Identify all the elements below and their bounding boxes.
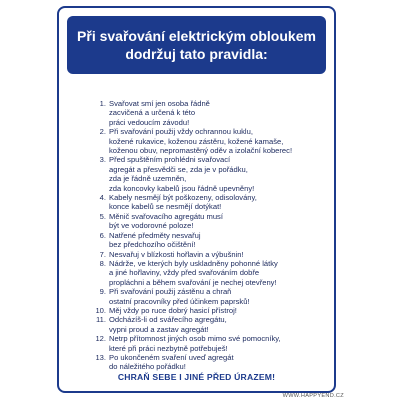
rule-number: 8. [99, 258, 106, 268]
rule-text [109, 99, 327, 127]
rule-number: 3. [99, 155, 106, 165]
rule-text-line: bez předchozího očištění! [109, 240, 196, 250]
rule-number: 10. [95, 305, 106, 315]
rule-text-line: kožené rukavice, koženou zástěru, kožené kamaše, [109, 136, 284, 146]
rule-text-line: které při práci nezbytně potřebuješ! [109, 343, 228, 353]
sign-title-line-1: Při svařování elektrickým obloukem [77, 28, 316, 44]
rule-item [95, 193, 327, 212]
rule-text-line: Měj vždy po ruce dobrý hasicí přístroj! [109, 305, 237, 315]
rule-text-line: Nádrže, ve kterých byly uskladněny pohonné látky [109, 258, 278, 268]
safety-sign [57, 6, 336, 393]
rule-text-line: Netrp přítomnost jiných osob mimo své pomocníky, [109, 334, 281, 344]
rule-number: 1. [99, 99, 106, 108]
rule-number: 2. [99, 127, 106, 137]
rule-text [109, 127, 327, 155]
rules-list [95, 99, 327, 372]
rule-text-line: Svařovat smí jen osoba řádně [109, 99, 210, 108]
rule-text [109, 334, 327, 353]
rule-item [95, 287, 327, 306]
rule-number: 11. [96, 315, 106, 325]
rule-number: 13. [95, 352, 106, 362]
rule-item [95, 306, 327, 315]
rule-text-line: zda koncovky kabelů jsou řádně upevněny! [109, 183, 255, 193]
rule-text-line: agregát a přesvědči se, zda je v pořádku, [109, 164, 248, 174]
rule-text [109, 287, 327, 306]
sign-header [67, 16, 326, 74]
rule-text [109, 193, 327, 212]
rule-text [109, 231, 327, 250]
rule-text [109, 306, 327, 315]
rule-text [109, 250, 327, 259]
rule-text-line: zda je řádně uzemněn, [109, 174, 187, 184]
rule-text-line: Odcházíš-li od svářecího agregátu, [109, 315, 227, 325]
rule-number: 7. [99, 249, 106, 259]
rule-text-line: propláchni a během svařování je nechej otevřeny! [109, 277, 277, 287]
rule-item [95, 334, 327, 353]
rule-number: 4. [99, 193, 106, 203]
rule-item [95, 155, 327, 193]
rule-text-line: Při svařování použij vždy ochrannou kuklu, [109, 127, 253, 137]
rule-item [95, 250, 327, 259]
rule-text [109, 155, 327, 193]
rule-text-line: Před spuštěním prohlédni svařovací [109, 155, 231, 165]
rule-text-line: Natřené předměty nesvařuj [109, 230, 201, 240]
rule-text-line: konce kabelů se nesmějí dotýkat! [109, 202, 222, 212]
rule-text-line: vypni proud a zastav agregát! [109, 324, 209, 334]
rule-text-line: do náležitého pořádku! [109, 362, 186, 372]
rule-item [95, 212, 327, 231]
rule-text-line: zacvičená a určená k této [109, 108, 196, 118]
rule-item [95, 259, 327, 287]
rule-item [95, 231, 327, 250]
rule-number: 12. [95, 334, 106, 344]
website-url: WWW.HAPPYEND.CZ [282, 393, 344, 399]
rule-text-line: ostatní pracovníky před účinkem paprsků! [109, 296, 250, 306]
rule-text-line: Měnič svařovacího agregátu musí [109, 211, 223, 221]
rule-text [109, 315, 327, 334]
rule-text-line: Po ukončeném svaření uveď agregát [109, 352, 234, 362]
rule-text [109, 259, 327, 287]
rule-text-line: Kabely nesmějí být poškozeny, odisolovány, [109, 193, 257, 203]
rule-number: 6. [99, 230, 106, 240]
rule-text [109, 212, 327, 231]
rule-text-line: koženou obuv, nepromastěný oděv a izolační koberec! [109, 146, 293, 156]
rule-number: 5. [99, 211, 106, 221]
rule-item [95, 353, 327, 372]
safety-slogan: CHRAŇ SEBE I JINÉ PŘED ÚRAZEM! [117, 372, 276, 382]
rule-text [109, 353, 327, 372]
rule-text-line: a jiné hořlaviny, vždy před svařováním dobře [109, 268, 260, 278]
rule-item [95, 127, 327, 155]
rule-item [95, 99, 327, 127]
rule-text-line: Při svařování použij zástěnu a chraň [109, 287, 232, 297]
rule-text-line: být ve vodorovné poloze! [109, 221, 194, 231]
rule-item [95, 315, 327, 334]
rule-text-line: Nesvařuj v blízkosti hořlavin a výbušnin! [109, 249, 244, 259]
rule-number: 9. [99, 287, 106, 297]
sign-title-line-2: dodržuj tato pravidla: [125, 46, 268, 62]
rule-text-line: práci vedoucím závodu! [109, 117, 190, 127]
